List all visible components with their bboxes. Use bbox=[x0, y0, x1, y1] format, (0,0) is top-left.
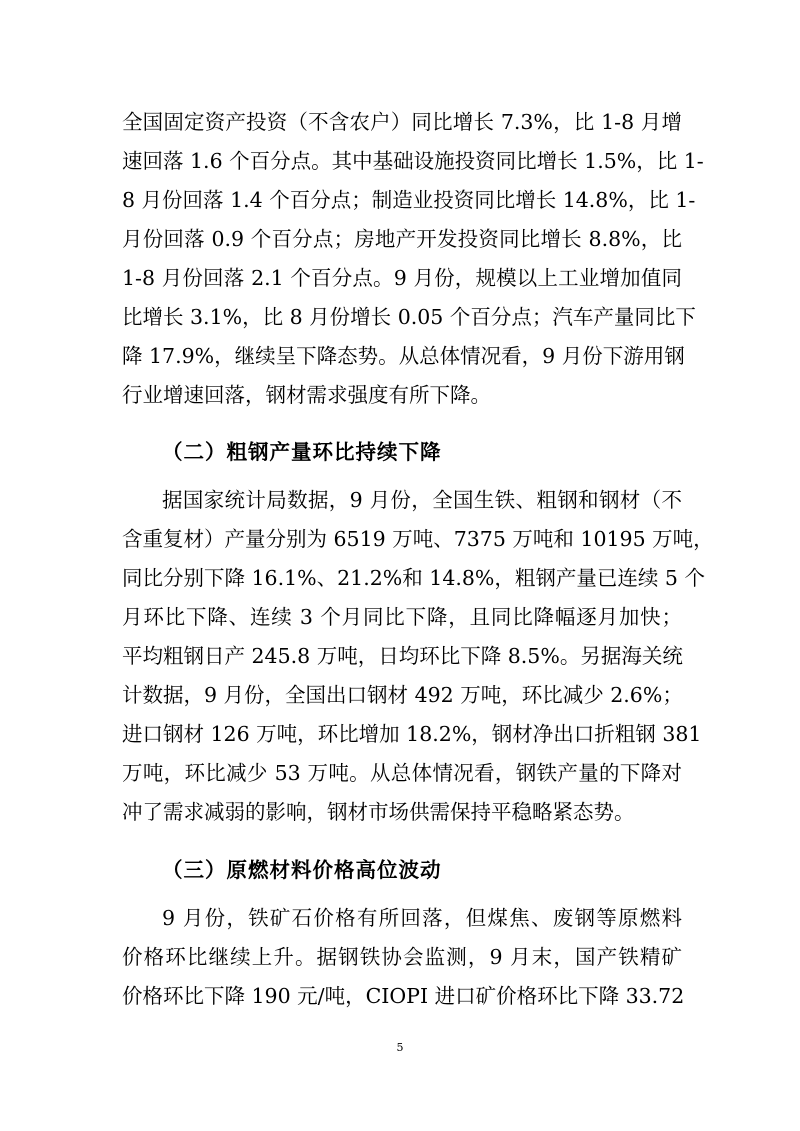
paragraph-2-line: 万吨，环比减少 53 万吨。从总体情况看，钢铁产量的下降对 bbox=[122, 761, 682, 785]
section-heading-2: （二）粗钢产量环比持续下降 bbox=[162, 440, 442, 464]
paragraph-2-line: 同比分别下降 16.1%、21.2%和 14.8%，粗钢产量已连续 5 个 bbox=[122, 566, 705, 590]
paragraph-1-line: 速回落 1.6 个百分点。其中基础设施投资同比增长 1.5%，比 1- bbox=[122, 149, 704, 173]
paragraph-2-line: 含重复材）产量分别为 6519 万吨、7375 万吨和 10195 万吨， bbox=[122, 527, 714, 551]
paragraph-1-line: 1-8 月份回落 2.1 个百分点。9 月份，规模以上工业增加值同 bbox=[122, 266, 682, 290]
paragraph-2-line: 计数据，9 月份，全国出口钢材 492 万吨，环比减少 2.6%； bbox=[122, 683, 683, 707]
paragraph-1-line: 降 17.9%，继续呈下降态势。从总体情况看，9 月份下游用钢 bbox=[122, 344, 685, 368]
paragraph-3-line: 价格环比下降 190 元/吨，CIOPI 进口矿价格环比下降 33.72 bbox=[122, 984, 685, 1008]
paragraph-2-line: 平均粗钢日产 245.8 万吨，日均环比下降 8.5%。另据海关统 bbox=[122, 644, 683, 668]
paragraph-3-line: 价格环比继续上升。据钢铁协会监测，9 月末，国产铁精矿 bbox=[122, 945, 682, 969]
page-number: 5 bbox=[396, 1041, 404, 1054]
paragraph-2-line: 冲了需求减弱的影响，钢材市场供需保持平稳略紧态势。 bbox=[122, 800, 635, 824]
paragraph-2-line: 进口钢材 126 万吨，环比增加 18.2%，钢材净出口折粗钢 381 bbox=[122, 722, 702, 746]
paragraph-1-line: 全国固定资产投资（不含农户）同比增长 7.3%，比 1-8 月增 bbox=[122, 110, 682, 134]
paragraph-1-line: 8 月份回落 1.4 个百分点；制造业投资同比增长 14.8%，比 1- bbox=[122, 188, 696, 212]
paragraph-2-line: 月环比下降、连续 3 个月同比下降，且同比降幅逐月加快； bbox=[122, 605, 682, 629]
paragraph-1-line: 月份回落 0.9 个百分点；房地产开发投资同比增长 8.8%，比 bbox=[122, 227, 682, 251]
paragraph-3-line: 9 月份，铁矿石价格有所回落，但煤焦、废钢等原燃料 bbox=[162, 906, 682, 930]
section-heading-3: （三）原燃材料价格高位波动 bbox=[162, 858, 442, 882]
paragraph-1-line: 行业增速回落，钢材需求强度有所下降。 bbox=[122, 383, 491, 407]
paragraph-2-line: 据国家统计局数据，9 月份，全国生铁、粗钢和钢材（不 bbox=[162, 488, 682, 512]
paragraph-1-line: 比增长 3.1%，比 8 月份增长 0.05 个百分点；汽车产量同比下 bbox=[122, 305, 696, 329]
